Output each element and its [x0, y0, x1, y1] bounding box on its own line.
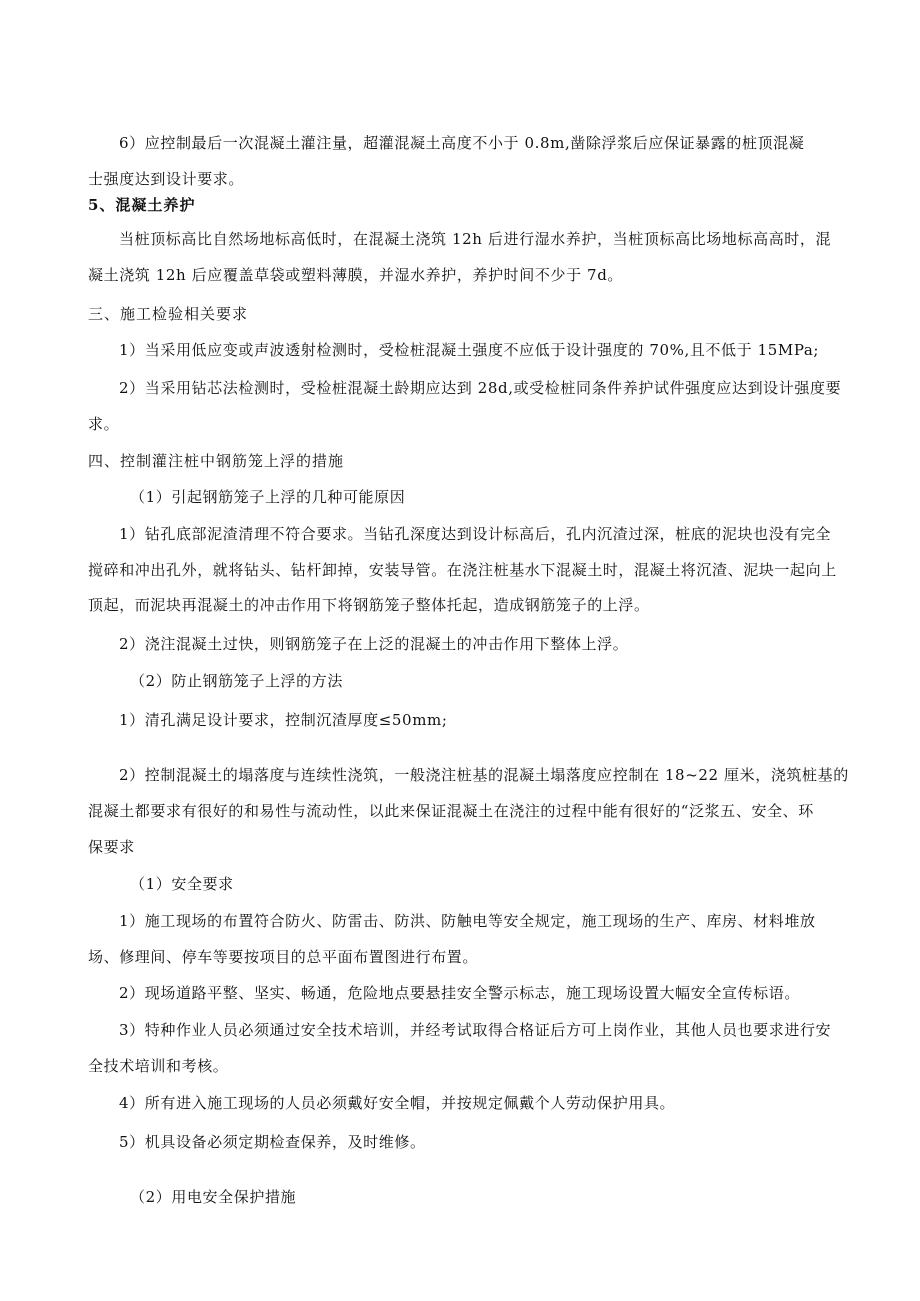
subsection-heading: （1）引起钢筋笼子上浮的几种可能原因: [130, 488, 406, 506]
text-line: 6）应控制最后一次混凝土灌注量，超灌混凝土高度不小于 0.8m,凿除浮浆后应保证暴露的桩顶混凝: [119, 134, 805, 152]
text-line: 1）钻孔底部泥渣清理不符合要求。当钻孔深度达到设计标高后，孔内沉渣过深，桩底的泥块也没有完全: [119, 525, 832, 543]
text-line: 搅碎和冲出孔外，就将钻头、钻杆卸掉，安装导管。在浇注桩基水下混凝土时，混凝土将沉渣、泥块一起向上: [88, 561, 837, 579]
text-line: 2）现场道路平整、坚实、畅通，危险地点要悬挂安全警示标志，施工现场设置大幅安全宣传标语。: [119, 984, 800, 1002]
text-line: 2）当采用钻芯法检测时，受检桩混凝土龄期应达到 28d,或受检桩同条件养护试件强度应达到设计强度要: [119, 379, 842, 397]
text-line: 当桩顶标高比自然场地标高低时，在混凝土浇筑 12h 后进行湿水养护，当桩顶标高比场地标高高时，混: [119, 230, 832, 248]
text-line: 求。: [88, 415, 120, 433]
text-line: 3）特种作业人员必须通过安全技术培训，并经考试取得合格证后方可上岗作业，其他人员也要求进行安: [119, 1021, 832, 1039]
text-line: 场、修理间、停车等要按项目的总平面布置图进行布置。: [88, 948, 479, 966]
text-line: 1）当采用低应变或声波透射检测时，受检桩混凝土强度不应低于设计强度的 70%,且不低于 15MPa;: [119, 341, 820, 359]
text-line: 全技术培训和考核。: [88, 1057, 229, 1075]
section-heading: 四、控制灌注桩中钢筋笼上浮的措施: [88, 452, 345, 470]
text-line: 凝土浇筑 12h 后应覆盖草袋或塑料薄膜，并湿水养护，养护时间不少于 7d。: [88, 266, 624, 284]
subsection-heading: （1）安全要求: [130, 875, 234, 893]
text-line: 混凝土都要求有很好的和易性与流动性，以此来保证混凝土在浇注的过程中能有很好的“泛浆五、安全、环: [88, 802, 814, 820]
text-line: 1）清孔满足设计要求，控制沉渣厚度≤50mm;: [119, 711, 448, 729]
text-line: 4）所有进入施工现场的人员必须戴好安全帽，并按规定佩戴个人劳动保护用具。: [119, 1094, 676, 1112]
text-line: 1）施工现场的布置符合防火、防雷击、防洪、防触电等安全规定，施工现场的生产、库房、材料堆放: [119, 912, 816, 930]
text-line: 2）控制混凝土的塌落度与连续性浇筑，一般浇注桩基的混凝土塌落度应控制在 18~22 厘米，浇筑桩基的: [119, 766, 849, 784]
section-heading: 5、混凝土养护: [88, 196, 196, 214]
subsection-heading: （2）防止钢筋笼子上浮的方法: [130, 672, 343, 690]
section-heading: 三、施工检验相关要求: [88, 305, 249, 323]
text-line: 顶起，而泥块再混凝土的冲击作用下将钢筋笼子整体托起，造成钢筋笼子的上浮。: [88, 596, 650, 614]
text-line: 士强度达到设计要求。: [88, 170, 245, 188]
text-line: 保要求: [88, 838, 135, 856]
text-line: 5）机具设备必须定期检查保养，及时维修。: [119, 1133, 426, 1151]
text-line: 2）浇注混凝土过快，则钢筋笼子在上泛的混凝土的冲击作用下整体上浮。: [119, 635, 629, 653]
subsection-heading: （2）用电安全保护措施: [130, 1188, 297, 1206]
